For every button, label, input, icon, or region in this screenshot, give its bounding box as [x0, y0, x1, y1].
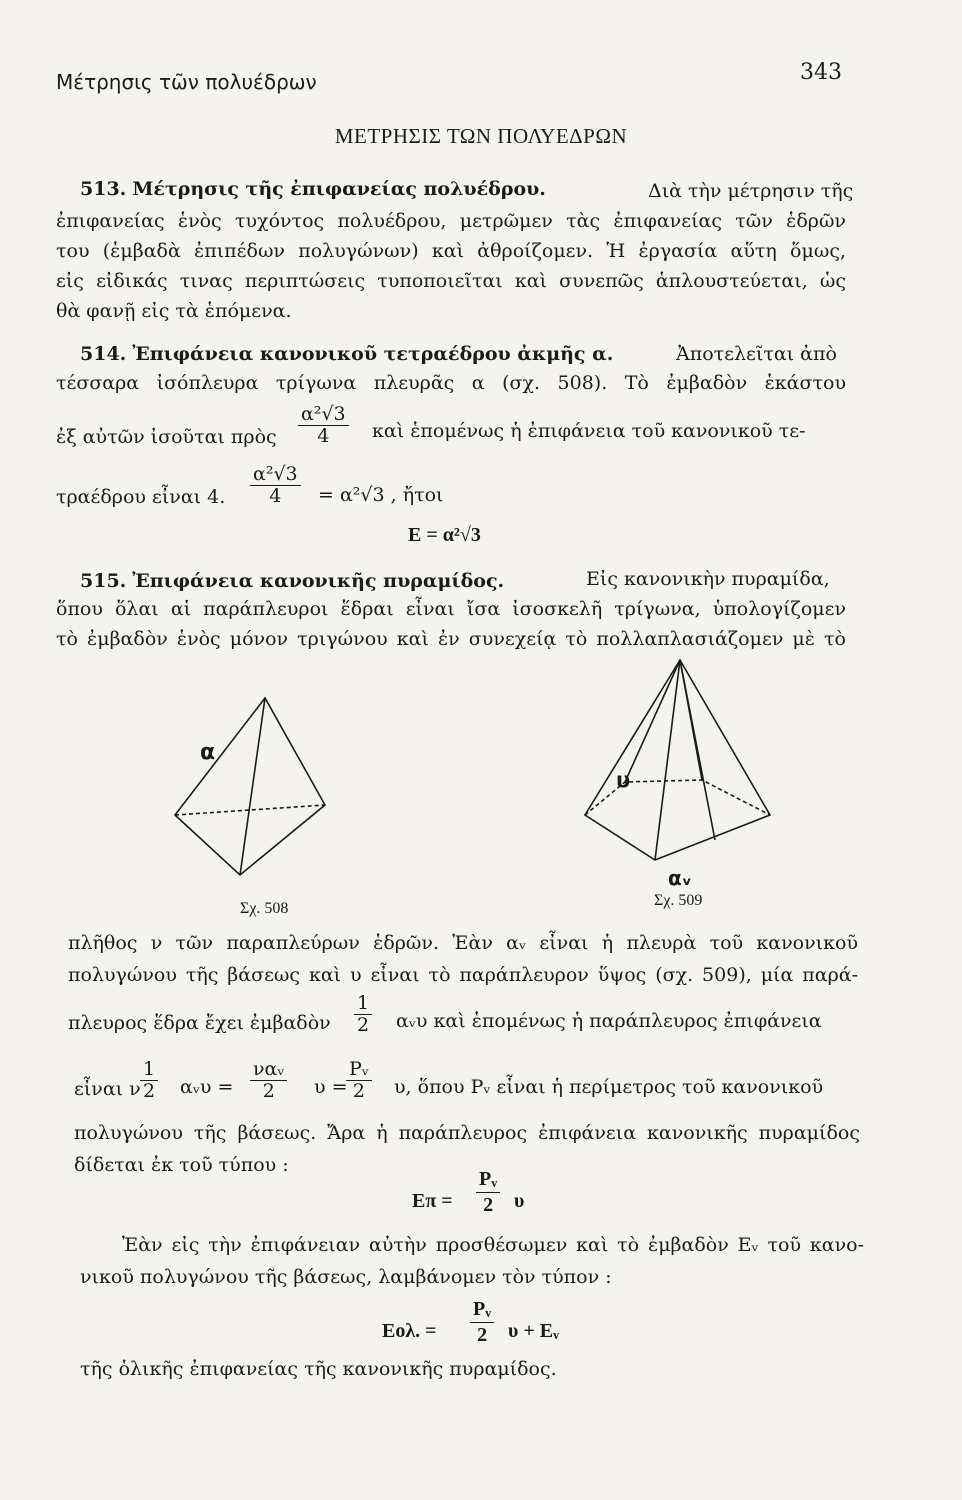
paragraph-line: καὶ ἑπομένως ἡ ἐπιφάνεια τοῦ κανονικοῦ τε-	[372, 420, 806, 442]
figure-508-tetrahedron	[160, 690, 340, 890]
paragraph-line: πλῆθος ν τῶν παραπλεύρων ἑδρῶν. Ἐὰν αᵥ εἶναι ἡ πλευρὰ τοῦ κανονικοῦ	[68, 932, 858, 954]
paragraph-line: = α²√3 , ἤτοι	[318, 484, 444, 506]
section-514-heading-line	[80, 345, 613, 364]
figure-508-caption: Σχ. 508	[240, 900, 289, 917]
section-513-heading-line	[80, 180, 546, 199]
paragraph-line: Ἀποτελεῖται ἀπὸ	[676, 343, 837, 365]
fraction-p-over-2: $\frac{\text{Pᵥ}}{2}$	[346, 1060, 372, 1101]
paragraph-line: Εἰς κανονικὴν πυραμίδα,	[586, 568, 830, 590]
tetrahedron-area-formula: E = α²√3	[408, 524, 481, 546]
figure-509-pyramid	[570, 650, 790, 865]
lateral-area-formula-rhs: υ	[514, 1190, 525, 1212]
total-area-formula-fraction: $\frac{\text{Pᵥ}}{2}$	[470, 1298, 494, 1347]
lateral-area-formula-fraction: $\frac{\text{Pᵥ}}{2}$	[476, 1168, 500, 1217]
fraction-one-half: $\frac{1}{2}$	[354, 994, 372, 1035]
lateral-area-formula-lhs: Eπ =	[412, 1190, 453, 1212]
section-heading: Μέτρησις τῆς ἐπιφανείας πολυέδρου.	[132, 178, 546, 200]
paragraph-line: πολυγώνου τῆς βάσεως. Ἄρα ἡ παράπλευρος ἐπιφάνεια κανονικῆς πυραμίδος	[74, 1122, 860, 1144]
section-number: 513.	[80, 178, 127, 200]
paragraph-line: εἶναι ν	[74, 1078, 141, 1100]
paragraph-line: του (ἐμβαδὰ ἐπιπέδων πολυγώνων) καὶ ἀθροίζομεν. Ἡ ἐργασία αὕτη ὅμως,	[56, 240, 846, 262]
total-area-formula-lhs: Eολ. =	[382, 1320, 437, 1342]
chapter-title: ΜΕΤΡΗΣΙΣ ΤΩΝ ΠΟΛΥΕΔΡΩΝ	[334, 124, 628, 148]
fraction-a2sqrt3-over-4: $\frac{\text{α²√3}}{4}$	[250, 465, 301, 506]
pyramid-edge	[655, 660, 680, 860]
paragraph-line: τῆς ὁλικῆς ἐπιφανείας τῆς κανονικῆς πυραμίδος.	[80, 1358, 557, 1380]
edge-label-a: α	[200, 740, 216, 765]
paragraph-line: αᵥυ καὶ ἑπομένως ἡ παράπλευρος ἐπιφάνεια	[396, 1010, 822, 1032]
pyramid-outline	[585, 660, 770, 860]
section-515-heading-line	[80, 572, 504, 591]
fraction-one-half: $\frac{1}{2}$	[140, 1060, 158, 1101]
paragraph-line: υ, ὅπου Pᵥ εἶναι ἡ περίμετρος τοῦ κανονικοῦ	[394, 1076, 824, 1098]
paragraph-line: Ἐὰν εἰς τὴν ἐπιφάνειαν αὐτὴν προσθέσωμεν καὶ τὸ ἐμβαδὸν Eᵥ τοῦ κανο-	[122, 1234, 864, 1256]
paragraph-line: πλευρος ἕδρα ἔχει ἐμβαδὸν	[68, 1012, 331, 1034]
paragraph-line: τέσσαρα ἰσόπλευρα τρίγωνα πλευρᾶς α (σχ. 508). Τὸ ἐμβαδὸν ἑκάστου	[56, 372, 846, 394]
paragraph-line: πολυγώνου τῆς βάσεως καὶ υ εἶναι τὸ παράπλευρον ὕψος (σχ. 509), μία παρά-	[68, 964, 858, 986]
paragraph-line: δίδεται ἐκ τοῦ τύπου :	[74, 1154, 289, 1176]
total-area-formula-rhs: υ + Eᵥ	[508, 1320, 560, 1342]
pyramid-slant-height	[680, 660, 715, 840]
paragraph-line: ὅπου ὅλαι αἱ παράπλευροι ἕδραι εἶναι ἴσα ἰσοσκελῆ τρίγωνα, ὑπολογίζομεν	[56, 598, 846, 620]
section-heading: Ἐπιφάνεια κανονικοῦ τετραέδρου ἀκμῆς α.	[132, 343, 614, 365]
paragraph-line: εἰς εἰδικάς τινας περιπτώσεις τυποποιεῖται καὶ συνεπῶς ἁπλουστεύεται, ὡς	[56, 270, 846, 292]
running-title: Μέτρησις τῶν πολυέδρων	[56, 70, 317, 94]
paragraph-line: ἐπιφανείας ἑνὸς τυχόντος πολυέδρου, μετρῶμεν τὰς ἐπιφανείας τῶν ἑδρῶν	[56, 210, 846, 232]
tetrahedron-outline	[175, 698, 325, 875]
section-number: 515.	[80, 570, 127, 592]
paragraph-line: υ =	[314, 1076, 348, 1098]
page-number: 343	[800, 60, 842, 85]
figure-509-caption: Σχ. 509	[654, 892, 703, 909]
paragraph-line: ἐξ αὐτῶν ἰσοῦται πρὸς	[56, 426, 277, 448]
fraction-a2sqrt3-over-4: $\frac{\text{α²√3}}{4}$	[298, 405, 349, 446]
paragraph-line: θὰ φανῇ εἰς τὰ ἑπόμενα.	[56, 300, 292, 322]
slant-height-label: υ	[616, 768, 631, 792]
pyramid-hidden-base	[585, 780, 770, 815]
paragraph-line: Διὰ τὴν μέτρησιν τῆς	[648, 180, 854, 202]
section-number: 514.	[80, 343, 127, 365]
paragraph-line: αᵥυ =	[180, 1076, 234, 1098]
section-heading: Ἐπιφάνεια κανονικῆς πυραμίδος.	[132, 570, 505, 592]
paragraph-line: τὸ ἐμβαδὸν ἑνὸς μόνον τριγώνου καὶ ἐν συνεχείᾳ τὸ πολλαπλασιάζομεν μὲ τὸ	[56, 628, 846, 650]
paragraph-line: νικοῦ πολυγώνου τῆς βάσεως, λαμβάνομεν τὸν τύπον :	[80, 1266, 612, 1288]
base-side-label: αᵥ	[668, 866, 692, 890]
fraction-n-a-over-2: $\frac{\text{ναᵥ}}{2}$	[250, 1060, 287, 1101]
paragraph-line: τραέδρου εἶναι 4.	[56, 486, 226, 508]
